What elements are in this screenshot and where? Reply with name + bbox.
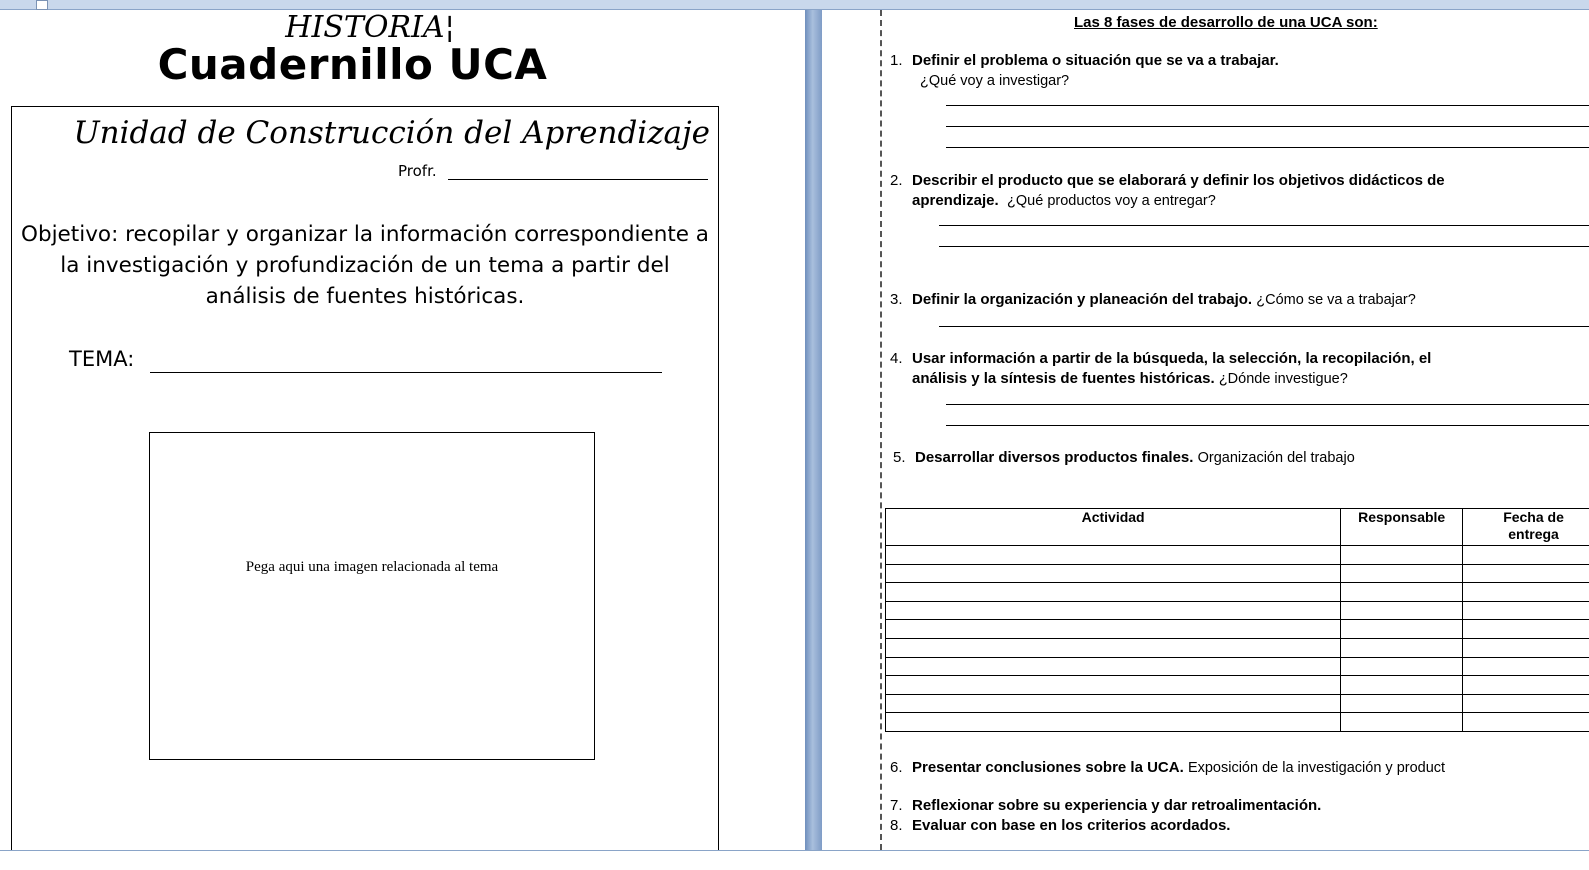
- objective-text: Objetivo: recopilar y organizar la información correspondiente a la investigación y profundización de un tema a partir del análisis de fuentes históricas.: [18, 219, 712, 312]
- table-row: [886, 694, 1589, 713]
- table-cell[interactable]: [1463, 676, 1589, 695]
- phase-number: 6.: [890, 758, 903, 778]
- col-header-fecha-text: Fecha de entrega: [1494, 509, 1574, 543]
- table-cell[interactable]: [1463, 694, 1589, 713]
- cover-frame: [11, 106, 719, 850]
- table-cell[interactable]: [886, 657, 1341, 676]
- ruler-bar: [0, 0, 1589, 10]
- header-historia: HISTORIA¦: [0, 10, 740, 45]
- phase-question: ¿Dónde investigue?: [1219, 371, 1348, 387]
- col-header-fecha: [1463, 509, 1589, 546]
- table-cell[interactable]: [886, 676, 1341, 695]
- phase-question: ¿Cómo se va a trabajar?: [1256, 292, 1416, 308]
- table-cell[interactable]: [886, 694, 1341, 713]
- phase-number: 2.: [890, 171, 903, 191]
- phase-number: 4.: [890, 349, 903, 369]
- image-placeholder-box[interactable]: [149, 432, 595, 760]
- table-cell[interactable]: [1341, 620, 1463, 639]
- table-row: [886, 638, 1589, 657]
- table-cell[interactable]: [886, 583, 1341, 602]
- tema-blank-line[interactable]: [150, 372, 662, 373]
- table-row: [886, 583, 1589, 602]
- phase-text: Reflexionar sobre su experiencia y dar retroalimentación.: [912, 797, 1321, 814]
- table-row: [886, 601, 1589, 620]
- phase-8: [912, 816, 1230, 836]
- image-placeholder-text: Pega aqui una imagen relacionada al tema: [150, 559, 594, 576]
- table-cell[interactable]: [1341, 713, 1463, 732]
- table-cell[interactable]: [886, 620, 1341, 639]
- document-page-right[interactable]: [822, 10, 1589, 850]
- profr-blank-line[interactable]: [448, 179, 708, 180]
- phase-text-cont: análisis y la síntesis de fuentes históricas.: [912, 370, 1215, 387]
- phase-question: Organización del trabajo: [1198, 450, 1355, 466]
- phase-text: Presentar conclusiones sobre la UCA.: [912, 759, 1184, 776]
- answer-line[interactable]: [946, 404, 1589, 405]
- answer-line[interactable]: [939, 225, 1589, 226]
- table-row: [886, 676, 1589, 695]
- header-cuadernillo: Cuadernillo UCA: [0, 40, 705, 89]
- table-row: [886, 546, 1589, 565]
- phase-number: 3.: [890, 290, 903, 310]
- phase-question: ¿Qué voy a investigar?: [920, 73, 1069, 89]
- table-cell[interactable]: [1341, 583, 1463, 602]
- phase-6: [912, 758, 1445, 778]
- phase-text: Usar información a partir de la búsqueda, la selección, la recopilación, el: [912, 350, 1431, 367]
- table-header-row: [886, 509, 1589, 546]
- phase-question: Exposición de la investigación y product: [1188, 760, 1445, 776]
- table-row: [886, 564, 1589, 583]
- col-header-actividad: Actividad: [886, 509, 1341, 546]
- table-cell[interactable]: [1463, 601, 1589, 620]
- phase-text: Definir el problema o situación que se va a trabajar.: [912, 52, 1279, 69]
- table-cell[interactable]: [1341, 564, 1463, 583]
- table-cell[interactable]: [1463, 713, 1589, 732]
- phase-number: 7.: [890, 796, 903, 816]
- phase-number: 5.: [893, 448, 906, 468]
- answer-line[interactable]: [946, 147, 1589, 148]
- table-cell[interactable]: [1341, 657, 1463, 676]
- table-cell[interactable]: [1463, 620, 1589, 639]
- unit-title: Unidad de Construcción del Aprendizaje: [73, 115, 710, 151]
- table-cell[interactable]: [1463, 657, 1589, 676]
- activity-table-body: [886, 546, 1589, 732]
- table-cell[interactable]: [1463, 546, 1589, 565]
- answer-line[interactable]: [946, 126, 1589, 127]
- col-header-responsable: Responsable: [1341, 509, 1463, 546]
- table-row: [886, 620, 1589, 639]
- status-bar: [0, 850, 1589, 870]
- dashed-fold-line: [880, 10, 882, 850]
- phase-2: [912, 171, 1445, 211]
- phase-text: Evaluar con base en los criterios acordados.: [912, 817, 1230, 834]
- phase-number: 8.: [890, 816, 903, 836]
- phase-number: 1.: [890, 51, 903, 71]
- table-cell[interactable]: [1463, 638, 1589, 657]
- table-cell[interactable]: [1341, 676, 1463, 695]
- table-cell[interactable]: [1463, 583, 1589, 602]
- phase-text: Desarrollar diversos productos finales.: [915, 449, 1193, 466]
- answer-line[interactable]: [946, 425, 1589, 426]
- table-cell[interactable]: [886, 601, 1341, 620]
- table-cell[interactable]: [1341, 638, 1463, 657]
- phases-title: Las 8 fases de desarrollo de una UCA son:: [1074, 14, 1378, 31]
- answer-line[interactable]: [939, 326, 1589, 327]
- phase-question: ¿Qué productos voy a entregar?: [1007, 193, 1216, 209]
- activity-table: [885, 508, 1589, 732]
- table-row: [886, 657, 1589, 676]
- phase-4: [912, 349, 1431, 389]
- profr-label: Profr.: [398, 162, 437, 180]
- phase-text-cont: aprendizaje.: [912, 192, 999, 209]
- phase-text: Definir la organización y planeación del trabajo.: [912, 291, 1252, 308]
- page-corner-marker: [36, 0, 48, 10]
- phase-text: Describir el producto que se elaborará y definir los objetivos didácticos de: [912, 172, 1445, 189]
- tema-label: TEMA:: [69, 347, 134, 371]
- table-cell[interactable]: [1341, 546, 1463, 565]
- page-gap: [805, 10, 822, 850]
- table-cell[interactable]: [1463, 564, 1589, 583]
- phase-3: [912, 290, 1416, 310]
- answer-line[interactable]: [939, 246, 1589, 247]
- table-row: [886, 713, 1589, 732]
- answer-line[interactable]: [946, 105, 1589, 106]
- table-cell[interactable]: [886, 564, 1341, 583]
- document-page-left[interactable]: [0, 10, 805, 850]
- table-cell[interactable]: [886, 713, 1341, 732]
- table-cell[interactable]: [1341, 694, 1463, 713]
- table-cell[interactable]: [886, 546, 1341, 565]
- phase-1: [912, 51, 1279, 91]
- table-cell[interactable]: [1341, 601, 1463, 620]
- table-cell[interactable]: [886, 638, 1341, 657]
- phase-7: [912, 796, 1321, 816]
- phase-5: [915, 448, 1355, 468]
